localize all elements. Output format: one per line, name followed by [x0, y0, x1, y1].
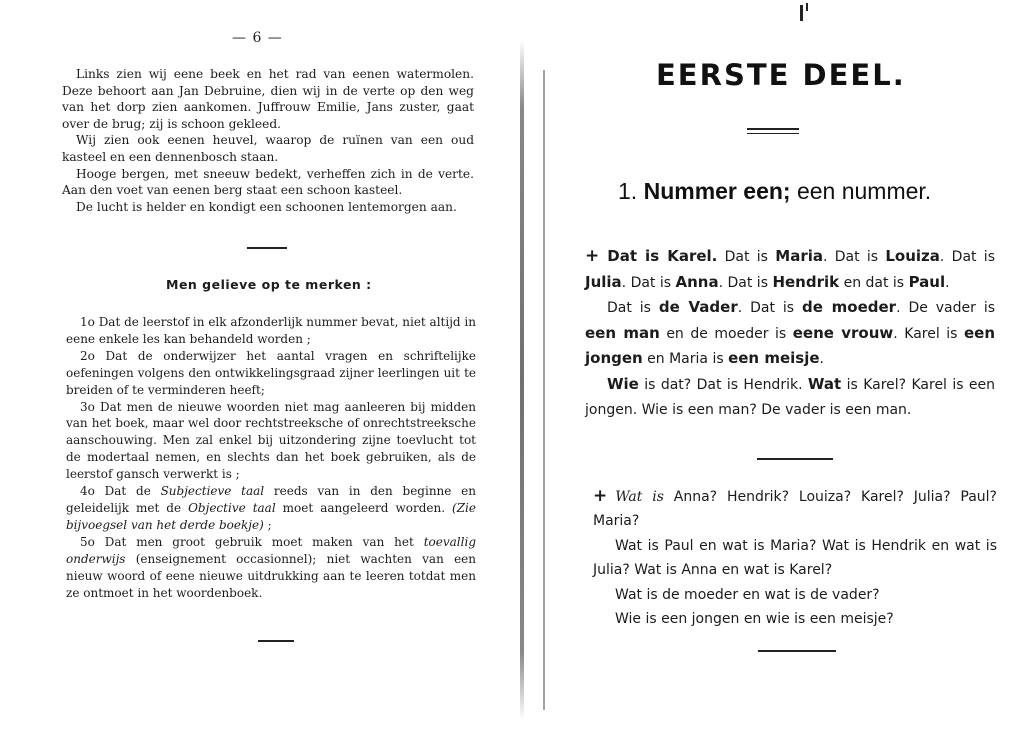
lesson-dialog — [585, 244, 995, 422]
title-divider — [747, 128, 799, 130]
note-italic: toevallig onderwijs — [66, 534, 476, 566]
end-divider-right — [758, 650, 836, 652]
dialog-bold-word: Wie — [607, 374, 639, 393]
dialog-bold-word: een man — [585, 323, 660, 342]
intro-text — [62, 66, 474, 215]
question-paragraph: Wat is de moeder en wat is de vader? — [615, 586, 880, 603]
dialog-word: . — [945, 274, 950, 291]
dialog-word: . Karel is — [893, 325, 964, 342]
dialog-word: is Karel? Karel is een jongen. Wie is een man? De vader is een man. — [585, 376, 996, 418]
note-item — [66, 314, 476, 348]
lesson-title — [618, 178, 931, 205]
cross-mark-icon: + — [585, 246, 600, 266]
note-item — [66, 399, 476, 484]
lesson-number: 1. — [618, 178, 638, 204]
note-text: (enseignement occasionnel); niet wachten van een nieuw woord of eene nieuwe uitdrukking aan te leeren totdat men ze ontmoet in het woordenboek. — [66, 551, 476, 600]
note-number: 3o — [80, 399, 95, 414]
dialog-bold-word: Maria — [775, 247, 823, 265]
section-divider — [247, 247, 287, 249]
note-italic: (Zie bijvoegsel van het derde boekje) — [66, 500, 476, 532]
dialog-bold-word: Louiza — [885, 247, 940, 265]
note-item — [66, 348, 476, 399]
note-text: Dat men groot gebruik moet maken van het — [104, 534, 424, 549]
book-gutter — [520, 40, 524, 720]
dialog-word: en Maria is — [642, 351, 729, 368]
note-text: reeds van in den beginne en geleidelijk met de — [66, 484, 476, 515]
note-text: ; — [263, 517, 272, 532]
dialog-word: . — [819, 351, 824, 368]
note-italic: Objective taal — [188, 500, 276, 515]
title-divider-thin — [747, 133, 799, 134]
dialog-bold-word: Dat is Karel. — [607, 247, 718, 265]
dialog-word: . Dat is — [621, 274, 676, 291]
dialog-paragraph — [585, 295, 995, 372]
dialog-word: . De vader is — [896, 300, 995, 317]
intro-paragraph: Hooge bergen, met sneeuw bedekt, verheffen zich in de verte. Aan den voet van eenen berg staat een schoon kasteel. — [62, 166, 474, 198]
dialog-bold-word: de Vader — [658, 298, 738, 317]
note-item — [66, 483, 476, 534]
dialog-word: is dat? Dat is Hendrik. — [638, 376, 808, 393]
note-text: Dat de — [104, 484, 161, 499]
part-title: EERSTE DEEL. — [656, 58, 906, 92]
end-divider — [258, 640, 294, 642]
note-number: 4o — [80, 484, 95, 499]
question-paragraph: Wat is Paul en wat is Maria? Wat is Hendrik en wat is Julia? Wat is Anna en wat is Karel? — [593, 537, 997, 579]
lesson-title-bold: Nummer een; — [643, 178, 791, 204]
dialog-bold-word: Hendrik — [772, 272, 840, 291]
dialog-bold-word: eene vrouw — [792, 323, 894, 342]
dialog-text — [585, 300, 995, 367]
dialog-text — [585, 249, 995, 291]
dialog-word: . Dat is — [737, 300, 803, 317]
dialog-word: . Dat is — [718, 274, 773, 291]
notes-heading: Men gelieve op te merken : — [166, 277, 372, 292]
intro-paragraph: Links zien wij eene beek en het rad van eenen watermolen. Deze behoort aan Jan Debruine, dien wij in de verte op den weg van het dorp zien aankomen. Juffrouw Emilie, Jans zuster, gaat over de brug; zij is schoon gekleed. — [62, 67, 474, 131]
dialog-bold-word: Anna — [675, 272, 719, 291]
dialog-word: Dat is — [607, 300, 659, 317]
dialog-word: . Dat is — [823, 249, 886, 265]
intro-paragraph: De lucht is helder en kondigt een schoonen lentemorgen aan. — [76, 199, 457, 214]
dialog-bold-word: Paul — [908, 272, 946, 291]
question-italic: Wat is — [615, 489, 664, 505]
dialog-bold-word: de moeder — [802, 298, 897, 317]
dialog-paragraph — [585, 372, 995, 422]
notes-list — [66, 314, 476, 601]
note-number: 1o — [80, 315, 95, 329]
note-italic: Subjectieve taal — [160, 484, 265, 499]
dialog-word: Dat is — [717, 249, 776, 265]
dialog-bold-word: een meisje — [728, 349, 820, 368]
print-speck — [800, 5, 803, 21]
dialog-word: . Dat is — [939, 249, 995, 265]
dialog-bold-word: Wat — [807, 374, 842, 393]
intro-paragraph: Wij zien ook eenen heuvel, waarop de ruïnen van een oud kasteel en een dennenbosch staan. — [62, 133, 474, 164]
note-text: Dat de onderwijzer het aantal vragen en schriftelijke oefeningen volgens den ontwikkelingsgraad zijner leerlingen uit te breiden of te verminderen heeft; — [66, 348, 476, 397]
question-text: Anna? Hendrik? Louiza? Karel? Julia? Paul? Maria? — [593, 489, 997, 530]
note-number: 5o — [80, 534, 95, 549]
page-number: — 6 — — [232, 30, 283, 46]
dialog-paragraph — [585, 244, 995, 295]
dialog-bold-word: Julia — [585, 272, 622, 291]
dialog-text — [585, 374, 996, 418]
note-number: 2o — [80, 348, 95, 363]
lesson-questions — [593, 484, 997, 631]
dialog-word: en dat is — [839, 274, 909, 291]
question-paragraph — [593, 484, 997, 534]
dialog-bold-word: een jongen — [585, 323, 996, 368]
note-text: Dat de leerstof in elk afzonderlijk nummer bevat, niet altijd in eene enkele les kan behandeld worden ; — [66, 315, 476, 346]
note-text: moet aangeleerd worden. — [275, 500, 453, 515]
note-text: Dat men de nieuwe woorden niet mag aanleeren bij midden van het boek, maar wel door rechtstreeksche of onrechtstreeksche aanschouwing. Men zal enkel bij uitzondering zijne toevlucht tot de modertaal nemen, en slechts dan het boek gebruiken, als de leerstof gansch verwerkt is ; — [66, 399, 476, 482]
dialog-word: en de moeder is — [659, 325, 793, 342]
cross-mark-icon: + — [593, 486, 608, 506]
dialog-divider — [757, 458, 833, 460]
lesson-title-rest: een nummer. — [796, 178, 932, 204]
note-item — [66, 534, 476, 602]
print-speck — [806, 3, 808, 11]
question-paragraph: Wie is een jongen en wie is een meisje? — [615, 611, 894, 628]
